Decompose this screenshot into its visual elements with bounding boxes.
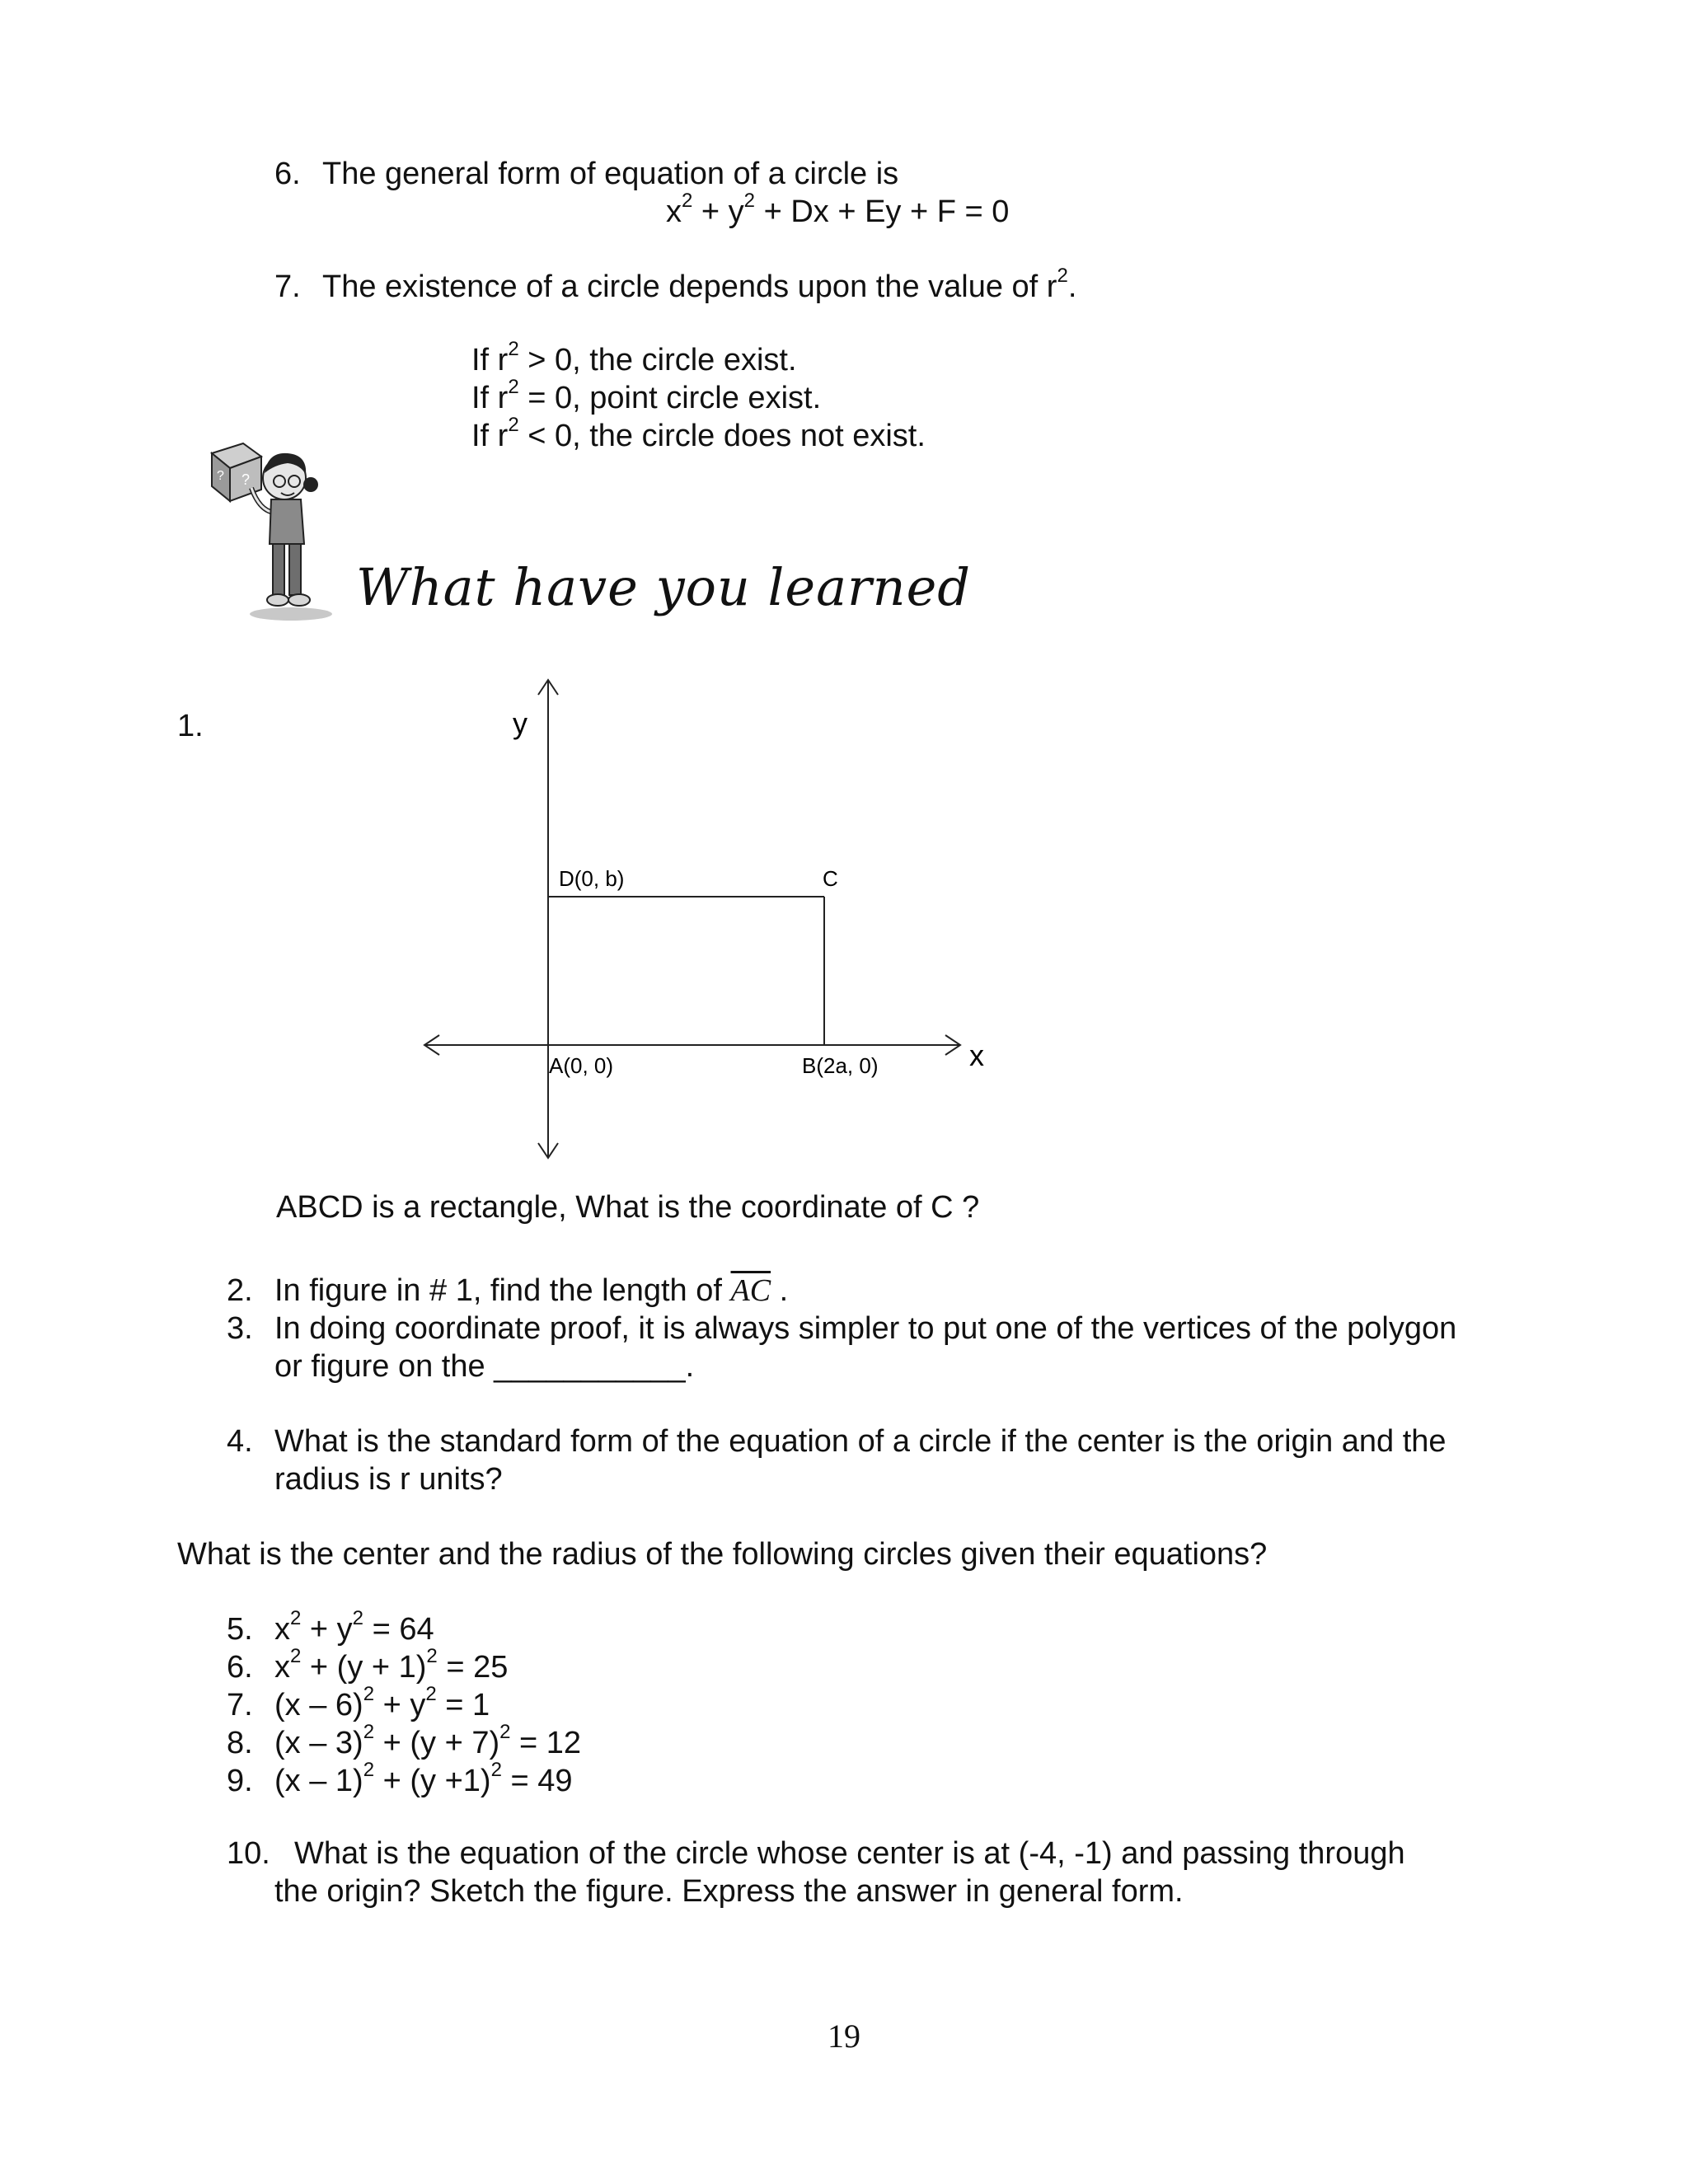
equation-item: 6. $x^2 + (y + 1)^2 = 25$ xyxy=(227,1645,509,1685)
instruction: What is the center and the radius of the following circles given their equations? xyxy=(177,1537,1268,1572)
point-c-label: C xyxy=(823,866,838,891)
question-1-number: 1. xyxy=(177,709,204,743)
general-form-equation: $x^2 + y^2 + Dx + Ey + F = 0$ xyxy=(666,190,1010,229)
segment-ac: $\overline{AC}$ xyxy=(730,1273,771,1308)
x-axis-label: x xyxy=(969,1038,984,1072)
girl-carrying-question-box-icon xyxy=(202,437,342,622)
case-line: If $r^2 = 0$, point circle exist. xyxy=(471,376,822,415)
svg-text:?: ? xyxy=(217,469,224,483)
item-text: The general form of equation of a circle is xyxy=(322,157,899,191)
section-heading: What have you learned xyxy=(356,557,971,617)
question-2: 2. In figure in # 1, find the length of $\overline{AC}$ . xyxy=(227,1273,789,1308)
point-d-label: D(0, b) xyxy=(559,866,625,891)
question-3: 3. In doing coordinate proof, it is always simpler to put one of the vertices of the polygon or figure on the ___________. xyxy=(227,1311,1457,1384)
existence-cases xyxy=(471,338,926,455)
equation-list xyxy=(227,1607,582,1800)
equation-item: 9. $(x - 1)^2 + (y +1)^2 = 49$ xyxy=(227,1759,573,1798)
item-number: 7. xyxy=(274,269,301,304)
question-10: 10. What is the equation of the circle whose center is at (-4, -1) and passing through the origin? Sketch the figure. Express the answer in general form. xyxy=(227,1836,1405,1909)
recap-item-6 xyxy=(274,155,898,193)
point-b-label: B(2a, 0) xyxy=(802,1053,879,1078)
page-number: 19 xyxy=(828,2018,860,2055)
case-line: If $r^2 < 0$, the circle does not exist. xyxy=(471,414,926,453)
equation-item: 8. $(x - 3)^2 + (y + 7)^2 = 12$ xyxy=(227,1721,582,1760)
question-1-text: ABCD is a rectangle, What is the coordinate of C ? xyxy=(276,1190,980,1225)
equation-item: 7. $(x - 6)^2 + y^2 = 1$ xyxy=(227,1683,490,1722)
recap-item-7: 7. The existence of a circle depends upon the value of $r^2$. xyxy=(274,265,1077,304)
item-number: 6. xyxy=(274,157,301,191)
y-axis-label: y xyxy=(513,706,528,740)
case-line: If $r^2 > 0$, the circle exist. xyxy=(471,338,797,377)
rectangle-coordinate-diagram xyxy=(412,672,1022,1166)
point-a-label: A(0, 0) xyxy=(549,1053,614,1078)
equation-item: 5. $x^2 + y^2 = 64$ xyxy=(227,1607,434,1647)
question-4: 4. What is the standard form of the equation of a circle if the center is the origin and the radius is r units? xyxy=(227,1424,1447,1497)
svg-text:?: ? xyxy=(241,471,251,488)
